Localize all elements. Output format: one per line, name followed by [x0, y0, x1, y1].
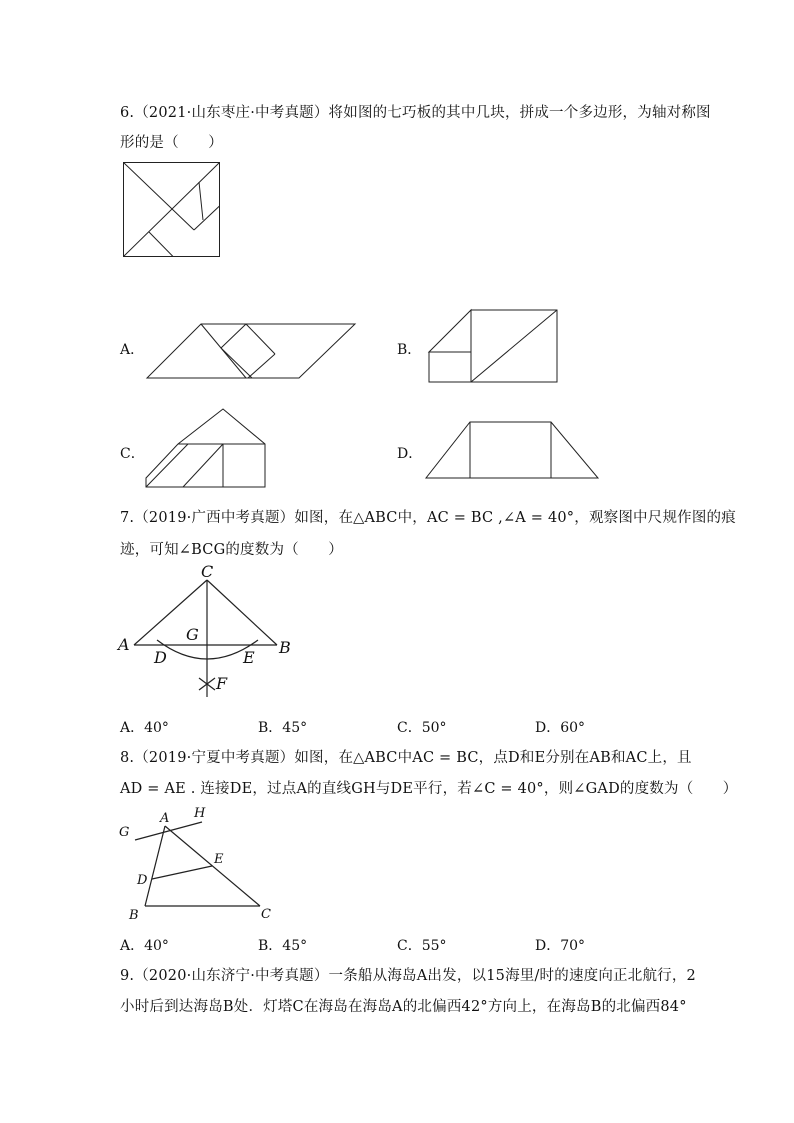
q7-text-line1: 7.（2019·广西中考真题）如图，在△ABC中，AC = BC ,∠A = 40°，观察图中尺规作图的痕 — [120, 510, 736, 526]
q8-text-line2: AD = AE . 连接DE，过点A的直线GH与DE平行，若∠C = 40°，则∠GAD的度数为（ ） — [120, 781, 738, 797]
q8-option-b[interactable]: B．45° — [258, 938, 308, 954]
q6-text-line2: 形的是（ ） — [120, 135, 223, 151]
q7-label-a: A — [118, 635, 130, 654]
q6-option-d-label[interactable]: D． — [397, 446, 423, 462]
q7-construction-figure — [115, 560, 305, 700]
q7-option-b[interactable]: B．45° — [258, 720, 308, 736]
q6-text-line1: 6.（2021·山东枣庄·中考真题）将如图的七巧板的其中几块，拼成一个多边形，为轴对称图 — [120, 105, 711, 121]
q7-option-a[interactable]: A．40° — [120, 720, 169, 736]
q7-label-e: E — [243, 648, 255, 667]
q7-label-c: C — [201, 562, 214, 581]
tangram-square-figure — [123, 162, 221, 258]
q8-label-d: D — [137, 873, 148, 888]
q7-label-f: F — [216, 674, 228, 693]
q9-text-line1: 9.（2020·山东济宁·中考真题）一条船从海岛A出发，以15海里/时的速度向正北航行，2 — [120, 968, 696, 984]
q7-label-g: G — [186, 625, 199, 644]
q8-label-e: E — [214, 852, 224, 867]
q6-option-b-figure — [428, 309, 558, 383]
q6-option-c-figure — [145, 408, 267, 488]
q6-option-c-label[interactable]: C． — [120, 446, 145, 462]
q8-option-a[interactable]: A．40° — [120, 938, 169, 954]
q8-label-b: B — [129, 908, 139, 923]
q8-option-d[interactable]: D．70° — [535, 938, 586, 954]
q7-option-d[interactable]: D．60° — [535, 720, 586, 736]
q8-triangle-figure — [115, 802, 285, 924]
q7-label-b: B — [279, 638, 291, 657]
q8-option-c[interactable]: C．55° — [397, 938, 447, 954]
q7-label-d: D — [154, 648, 167, 667]
q7-text-line2: 迹，可知∠BCG的度数为（ ） — [120, 542, 343, 558]
q6-option-a-label[interactable]: A． — [120, 342, 145, 358]
q8-label-a: A — [160, 811, 170, 826]
q6-option-d-figure — [425, 421, 599, 479]
q6-option-b-label[interactable]: B． — [397, 342, 422, 358]
q8-label-g: G — [119, 825, 130, 840]
q8-text-line1: 8.（2019·宁夏中考真题）如图，在△ABC中AC = BC，点D和E分别在AB和AC上，且 — [120, 750, 692, 766]
q8-label-h: H — [194, 806, 206, 821]
q7-option-c[interactable]: C．50° — [397, 720, 447, 736]
q6-option-a-figure — [146, 323, 356, 379]
q8-label-c: C — [261, 907, 271, 922]
q9-text-line2: 小时后到达海岛B处．灯塔C在海岛在海岛A的北偏西42°方向上，在海岛B的北偏西84° — [120, 999, 687, 1015]
